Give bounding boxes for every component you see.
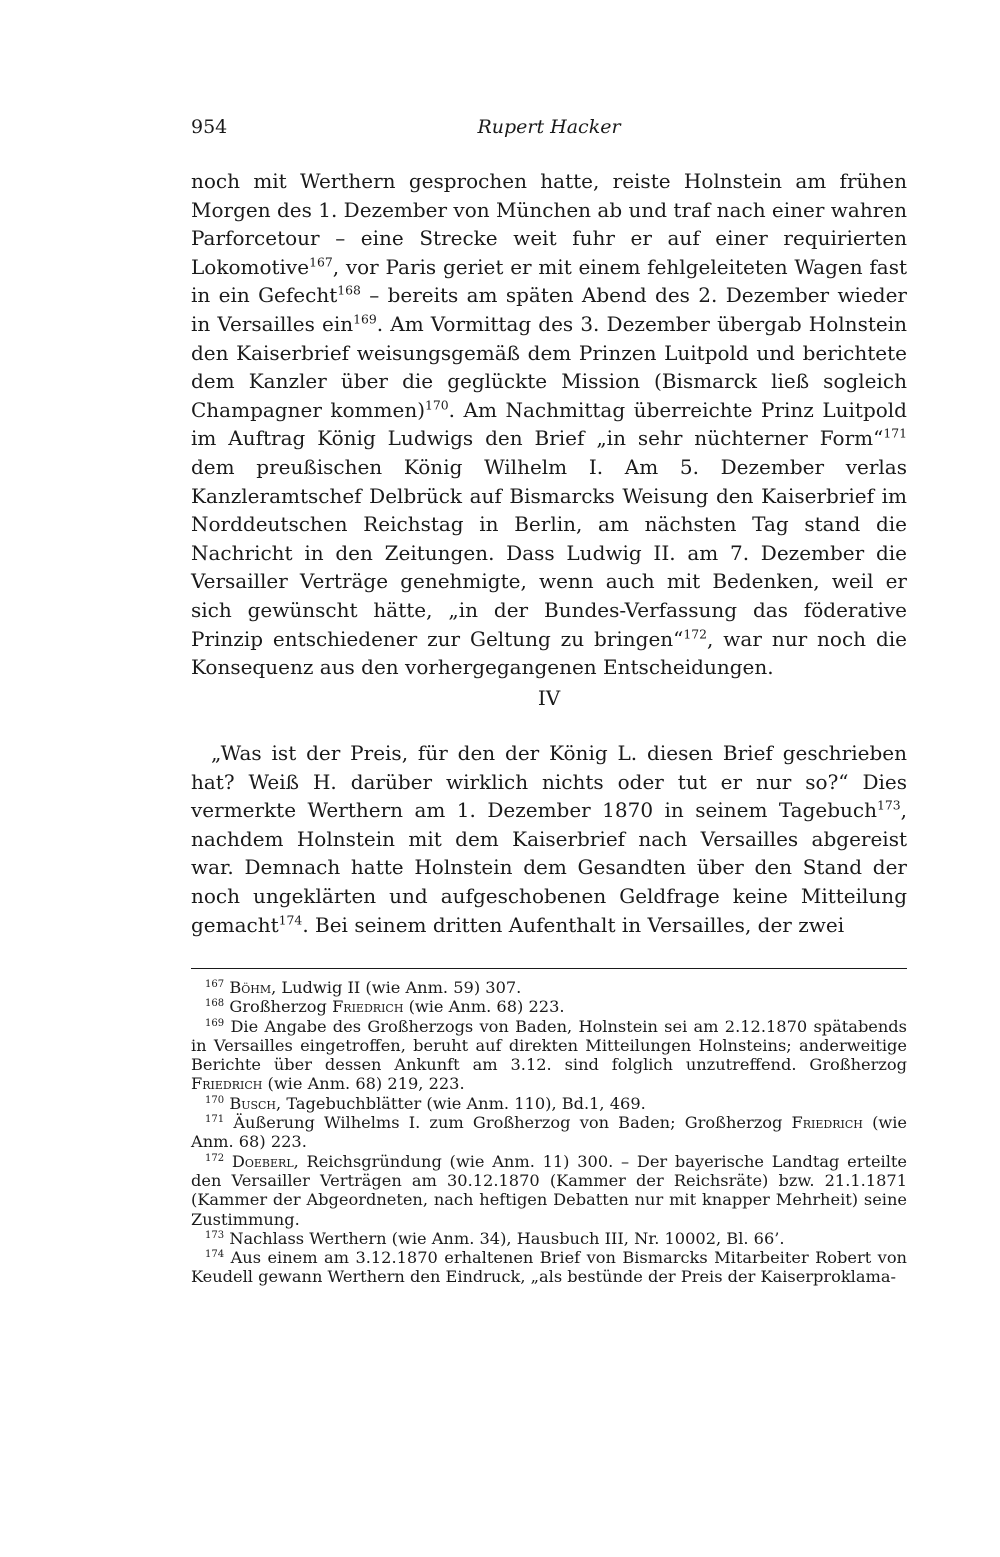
text-run: Nachlass Werthern (wie Anm. 34), Hausbuch III, Nr. 10002, Bl. 66’. xyxy=(229,1228,785,1248)
text-run: . Am Nachmittag überreichte Prinz Luitpold im Auftrag König Ludwigs den Brief „in sehr nüchterner Form“ xyxy=(191,397,907,451)
author-name: Böhm xyxy=(229,978,272,997)
text-run: Großherzog xyxy=(229,997,333,1017)
footnote-number: 173 xyxy=(205,1229,225,1241)
author-name: Busch xyxy=(229,1093,277,1113)
text-run: Die Angabe des Großherzogs von Baden, Holnstein sei am 2.12.1870 spätabends in Versailles eingetroffen, beruht auf direkten Mitteilungen Holnsteins; anderweitige Berichte über dessen Ankunft am 3.12. sind folglich unzutreffend. Großherzog xyxy=(191,1016,907,1075)
footnote-170 xyxy=(191,1094,907,1113)
footnote-reference: 167 xyxy=(309,254,333,270)
text-run: . Am Vormittag des 3. Dezember übergab Holnstein den Kaiserbrief weisungsgemäß dem Prinzen Luitpold und berichtete dem Kanzler über die geglückte Mission (Bismarck ließ sogleich Champagner kommen) xyxy=(191,311,907,422)
footnote-number: 170 xyxy=(205,1094,225,1106)
footnote-reference: 170 xyxy=(425,397,449,413)
text-run: , Tagebuchblätter (wie Anm. 110), Bd.1, 469. xyxy=(276,1093,646,1113)
text-run: , vor Paris geriet er mit einem fehlgeleiteten Wagen fast in ein Gefecht xyxy=(191,254,907,308)
body-text-top xyxy=(191,167,907,682)
author-name: Friedrich xyxy=(191,1074,263,1094)
footnote-reference: 169 xyxy=(353,311,377,327)
text-run: „Was ist der Preis, für den der König L. diesen Brief geschrieben hat? Weiß H. darüber wirklich nichts oder tut er nur so?“ Dies vermerkte Werthern am 1. Dezember 1870 in seinem Tagebuch xyxy=(191,741,907,823)
page-number: 954 xyxy=(191,116,228,138)
text-run: – bereits am späten Abend des 2. Dezember wieder in Versailles ein xyxy=(191,283,907,336)
text-run: Aus einem am 3.12.1870 erhaltenen Brief von Bismarcks Mitarbeiter Robert von Keudell gewann Werthern den Eindruck, „als bestünde der Preis der Kaiserproklama- xyxy=(191,1248,907,1287)
running-head: Rupert Hacker xyxy=(477,116,621,138)
text-run: , war nur noch die Konsequenz aus den vorhergegangenen Entscheidungen. xyxy=(191,626,907,680)
footnote-number: 169 xyxy=(205,1017,225,1029)
author-name: Doeberl xyxy=(231,1151,294,1171)
footnote-reference: 168 xyxy=(337,282,361,298)
footnote-reference: 173 xyxy=(876,797,901,813)
paragraph xyxy=(191,739,907,939)
text-run: (wie Anm. 68) 223. xyxy=(403,997,565,1017)
text-run: dem preußischen König Wilhelm I. Am 5. Dezember verlas Kanzleramtschef Delbrück auf Bismarcks Weisung den Kaiserbrief im Norddeutschen Reichstag in Berlin, am nächsten Tag stand die Nachricht in den Zeitungen. Dass Ludwig II. am 7. Dezember die Versailler Verträge genehmigte, wenn auch mit Bedenken, weil er sich gewünscht hätte, „in der Bundes-Verfassung das föderative Prinzip entschiedener zur Geltung zu bringen“ xyxy=(191,454,907,651)
footnote-number: 171 xyxy=(205,1113,225,1125)
footnote-168 xyxy=(191,997,907,1016)
footnote-171 xyxy=(191,1113,907,1152)
footnote-reference: 174 xyxy=(278,911,303,927)
footnote-number: 167 xyxy=(205,978,225,990)
page-header xyxy=(191,116,907,146)
text-run: (wie Anm. 68) 223. xyxy=(191,1113,907,1152)
text-run: Äußerung Wilhelms I. zum Großherzog von Baden; Großherzog xyxy=(233,1113,792,1133)
footnote-reference: 172 xyxy=(683,625,708,641)
section-heading: IV xyxy=(537,686,561,710)
footnote-number: 168 xyxy=(205,998,225,1010)
footnote-rule xyxy=(191,968,907,969)
author-name: Friedrich xyxy=(332,997,404,1017)
text-run: , Reichsgründung (wie Anm. 11) 300. – Der bayerische Landtag erteilte den Versailler Verträgen am 30.12.1870 (Kammer der Reichsräte) bzw. 21.1.1871 (Kammer der Abgeordneten, nach heftigen Debatten nur mit knapper Mehrheit) seine Zustimmung. xyxy=(191,1151,907,1229)
text-run: noch mit Werthern gesprochen hatte, reiste Holnstein am frühen Morgen des 1. Dezember von München ab und traf nach einer wahren Parforcetour – eine Strecke weit fuhr er auf einer requirierten Lokomotive xyxy=(191,169,907,279)
footnote-number: 172 xyxy=(205,1152,225,1164)
footnote-number: 174 xyxy=(205,1248,225,1260)
text-run: (wie Anm. 68) 219, 223. xyxy=(262,1074,465,1094)
text-run: , Ludwig II (wie Anm. 59) 307. xyxy=(271,978,522,997)
footnotes xyxy=(191,978,907,1287)
footnote-reference: 171 xyxy=(883,425,907,441)
text-run: , nachdem Holnstein mit dem Kaiserbrief nach Versailles abgereist war. Demnach hatte Holnstein dem Gesandten über den Stand der noch ungeklärten und aufgeschobenen Geldfrage keine Mitteilung gemacht xyxy=(191,798,907,937)
author-name: Friedrich xyxy=(791,1113,863,1133)
footnote-173 xyxy=(191,1229,907,1248)
paragraph xyxy=(191,167,907,682)
footnote-169 xyxy=(191,1017,907,1094)
footnote-172 xyxy=(191,1152,907,1229)
body-text-bottom xyxy=(191,739,907,939)
footnote-174 xyxy=(191,1248,907,1287)
footnote-167 xyxy=(191,978,907,997)
text-run: . Bei seinem dritten Aufenthalt in Versailles, der zwei xyxy=(302,912,845,937)
